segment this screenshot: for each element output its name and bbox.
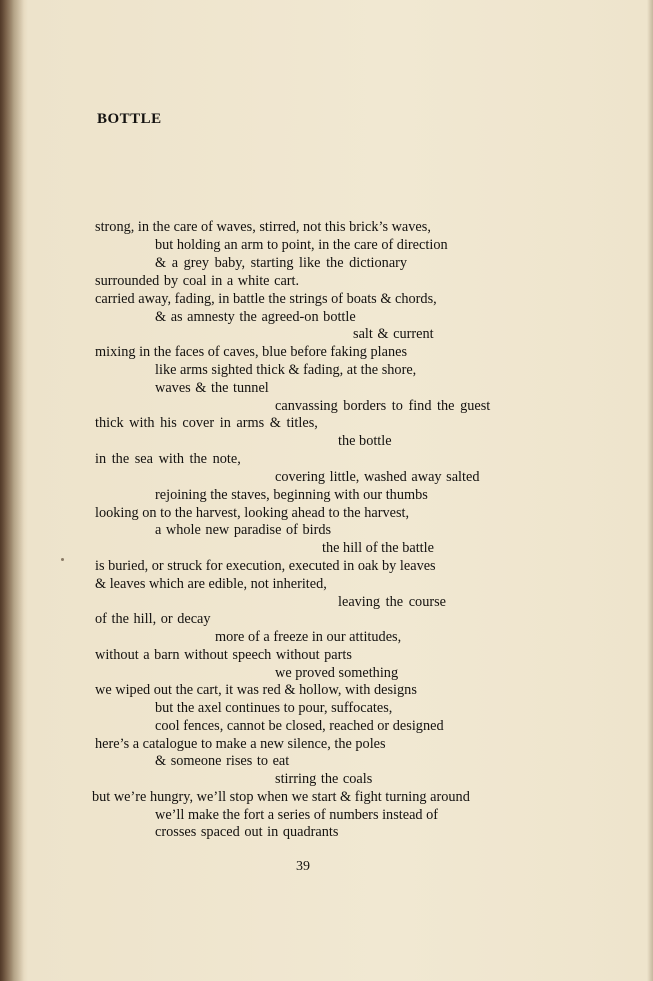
poem-line: we proved something bbox=[275, 665, 399, 681]
poem-line: surrounded by coal in a white cart. bbox=[95, 273, 300, 289]
poem-line: & as amnesty the agreed-on bottle bbox=[155, 309, 356, 325]
poem-line: canvassing borders to find the guest bbox=[275, 398, 491, 414]
poem-line: salt & current bbox=[353, 326, 434, 342]
poem-line: a whole new paradise of birds bbox=[155, 522, 332, 538]
gutter-shadow bbox=[0, 0, 24, 981]
poem-line: more of a freeze in our attitudes, bbox=[215, 629, 402, 645]
poem-line: strong, in the care of waves, stirred, not this brick’s waves, bbox=[95, 219, 431, 235]
poem-line: rejoining the staves, beginning with our thumbs bbox=[155, 487, 428, 503]
poem-line: is buried, or struck for execution, executed in oak by leaves bbox=[95, 558, 436, 574]
poem-line: & someone rises to eat bbox=[155, 753, 290, 769]
page-number: 39 bbox=[296, 859, 310, 874]
poem-line: crosses spaced out in quadrants bbox=[155, 824, 339, 840]
poem-line: we wiped out the cart, it was red & hollow, with designs bbox=[95, 682, 417, 698]
poem-line: thick with his cover in arms & titles, bbox=[95, 415, 318, 431]
poem-line: but we’re hungry, we’ll stop when we start & fight turning around bbox=[92, 789, 470, 805]
poem-line: looking on to the harvest, looking ahead to the harvest, bbox=[95, 505, 410, 521]
poem-line: in the sea with the note, bbox=[95, 451, 241, 467]
poem-line: leaving the course bbox=[338, 594, 447, 610]
poem-line: waves & the tunnel bbox=[155, 380, 269, 396]
paper-speck bbox=[61, 558, 64, 561]
poem-line: the bottle bbox=[338, 433, 392, 449]
poem-line: here’s a catalogue to make a new silence, the poles bbox=[95, 736, 386, 752]
poem-line: & leaves which are edible, not inherited, bbox=[95, 576, 327, 592]
poem-line: without a barn without speech without parts bbox=[95, 647, 352, 663]
poem-title: BOTTLE bbox=[97, 111, 162, 127]
poem-line: the hill of the battle bbox=[322, 540, 434, 556]
poem-line: covering little, washed away salted bbox=[275, 469, 480, 485]
poem-line: like arms sighted thick & fading, at the shore, bbox=[155, 362, 417, 378]
poem-line: carried away, fading, in battle the strings of boats & chords, bbox=[95, 291, 437, 307]
poem-line: but holding an arm to point, in the care of direction bbox=[155, 237, 448, 253]
poem-line: we’ll make the fort a series of numbers instead of bbox=[155, 807, 439, 823]
poem-line: mixing in the faces of caves, blue before faking planes bbox=[95, 344, 408, 360]
page-edge-shadow bbox=[647, 0, 653, 981]
poem-line: & a grey baby, starting like the dictionary bbox=[155, 255, 408, 271]
poem-line: stirring the coals bbox=[275, 771, 373, 787]
poem-line: but the axel continues to pour, suffocates, bbox=[155, 700, 393, 716]
poem-line: of the hill, or decay bbox=[95, 611, 211, 627]
poem-line: cool fences, cannot be closed, reached or designed bbox=[155, 718, 444, 734]
